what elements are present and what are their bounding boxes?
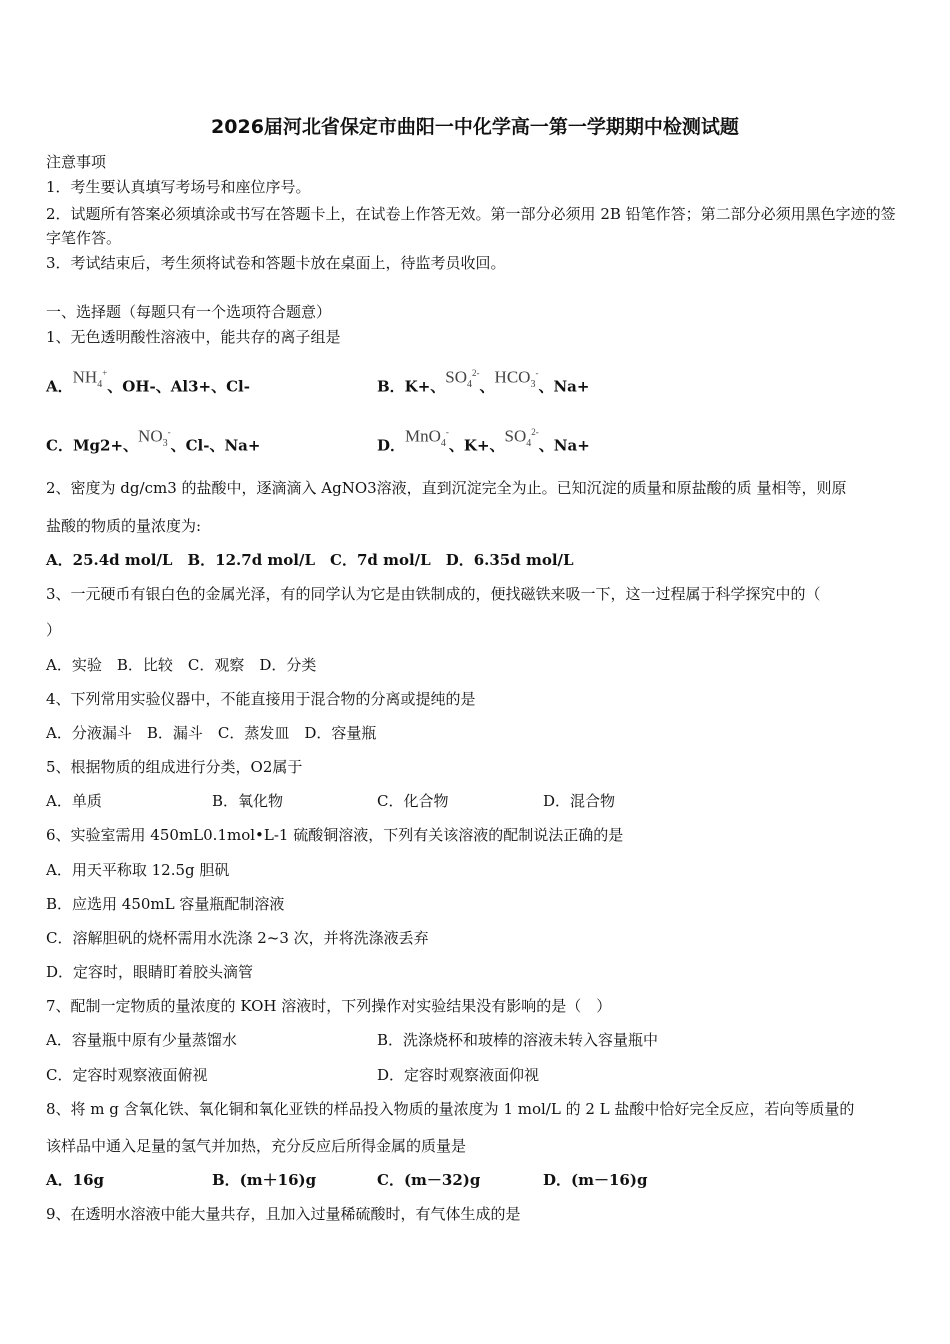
- q3-stem-line1: 3、一元硬币有银白色的金属光泽，有的同学认为它是由铁制成的，便找磁铁来吸一下，这一过程属于科学探究中的（: [46, 585, 821, 603]
- section-heading: 一、选择题（每题只有一个选项符合题意）: [46, 303, 332, 321]
- ammonium-formula: $NH_4^+$: [72, 367, 108, 391]
- q5-option-c: C．化合物: [377, 792, 449, 810]
- q4-stem: 4、下列常用实验仪器中，不能直接用于混合物的分离或提纯的是: [46, 690, 476, 708]
- q7-option-d: D．定容时观察液面仰视: [377, 1066, 540, 1084]
- sulfate-formula-2: $SO_4^{2-}$: [504, 426, 539, 450]
- q6-option-c: C．溶解胆矾的烧杯需用水洗涤 2~3 次，并将洗涤液丢弃: [46, 929, 429, 947]
- q8-stem-line1: 8、将 m g 含氧化铁、氧化铜和氧化亚铁的样品投入物质的量浓度为 1 mol/L 的 2 L 盐酸中恰好完全反应，若向等质量的: [46, 1100, 855, 1118]
- q8-option-c: C．(m－32)g: [377, 1171, 481, 1189]
- q5-stem: 5、根据物质的组成进行分类，O2属于: [46, 758, 303, 776]
- notice-item-1: 1．考生要认真填写考场号和座位序号。: [46, 178, 311, 196]
- permanganate-formula: MnO$_4$-: [405, 426, 449, 450]
- q2-stem-line2: 盐酸的物质的量浓度为:: [46, 517, 202, 535]
- q1-option-b: B．K+、$SO_4^{2-}$、$HCO_3^-$、Na+: [377, 372, 589, 404]
- q1-option-a: A．$NH_4^+$、OH-、Al3+、Cl-: [46, 372, 250, 404]
- q1-option-c: C．Mg2+、$NO_3^-$、Cl-、Na+: [46, 431, 260, 463]
- q5-option-b: B．氧化物: [212, 792, 284, 810]
- q7-option-a: A．容量瓶中原有少量蒸馏水: [46, 1031, 237, 1049]
- sulfate-formula: $SO_4^{2-}$: [445, 367, 480, 391]
- q8-option-b: B．(m＋16)g: [212, 1171, 317, 1189]
- bicarbonate-formula: $HCO_3^-$: [494, 367, 539, 391]
- q3-options: A．实验 B．比较 C．观察 D．分类: [46, 656, 317, 674]
- q5-option-d: D．混合物: [543, 792, 616, 810]
- q6-option-a: A．用天平称取 12.5g 胆矾: [46, 861, 230, 879]
- notice-item-3: 3．考试结束后，考生须将试卷和答题卡放在桌面上，待监考员收回。: [46, 254, 506, 272]
- q8-option-d: D．(m－16)g: [543, 1171, 648, 1189]
- page-title: 2026届河北省保定市曲阳一中化学高一第一学期期中检测试题: [211, 116, 739, 138]
- q6-stem: 6、实验室需用 450mL0.1mol•L-1 硫酸铜溶液，下列有关该溶液的配制说法正确的是: [46, 826, 624, 844]
- q4-options: A．分液漏斗 B．漏斗 C．蒸发皿 D．容量瓶: [46, 724, 377, 742]
- notice-heading: 注意事项: [46, 153, 107, 171]
- q6-option-d: D．定容时，眼睛盯着胶头滴管: [46, 963, 254, 981]
- q5-option-a: A．单质: [46, 792, 102, 810]
- q1-option-d: D．MnO$_4$-、K+、$SO_4^{2-}$、Na+: [377, 431, 590, 463]
- q2-stem-line1: 2、密度为 dg/cm3 的盐酸中，逐滴滴入 AgNO3溶液，直到沉淀完全为止。已知沉淀的质量和原盐酸的质 量相等，则原: [46, 479, 847, 497]
- q7-option-b: B．洗涤烧杯和玻棒的溶液未转入容量瓶中: [377, 1031, 659, 1049]
- q2-options: A．25.4d mol/L B．12.7d mol/L C．7d mol/L D．6.35d mol/L: [46, 551, 574, 569]
- q3-stem-line2: ）: [46, 621, 62, 639]
- q8-option-a: A．16g: [46, 1171, 105, 1189]
- q1-stem: 1、无色透明酸性溶液中，能共存的离子组是: [46, 328, 341, 346]
- q6-option-b: B．应选用 450mL 容量瓶配制溶液: [46, 895, 285, 913]
- q7-stem: 7、配制一定物质的量浓度的 KOH 溶液时，下列操作对实验结果没有影响的是（ ）: [46, 997, 612, 1015]
- q8-stem-line2: 该样品中通入足量的氢气并加热，充分反应后所得金属的质量是: [46, 1137, 467, 1155]
- q7-option-c: C．定容时观察液面俯视: [46, 1066, 208, 1084]
- notice-item-2: 2．试题所有答案必须填涂或书写在答题卡上，在试卷上作答无效。第一部分必须用 2B 铅笔作答；第二部分必须用黑色字迹的签字笔作答。: [46, 205, 896, 247]
- q9-stem: 9、在透明水溶液中能大量共存，且加入过量稀硫酸时，有气体生成的是: [46, 1205, 521, 1223]
- nitrate-formula: $NO_3^-$: [138, 426, 171, 450]
